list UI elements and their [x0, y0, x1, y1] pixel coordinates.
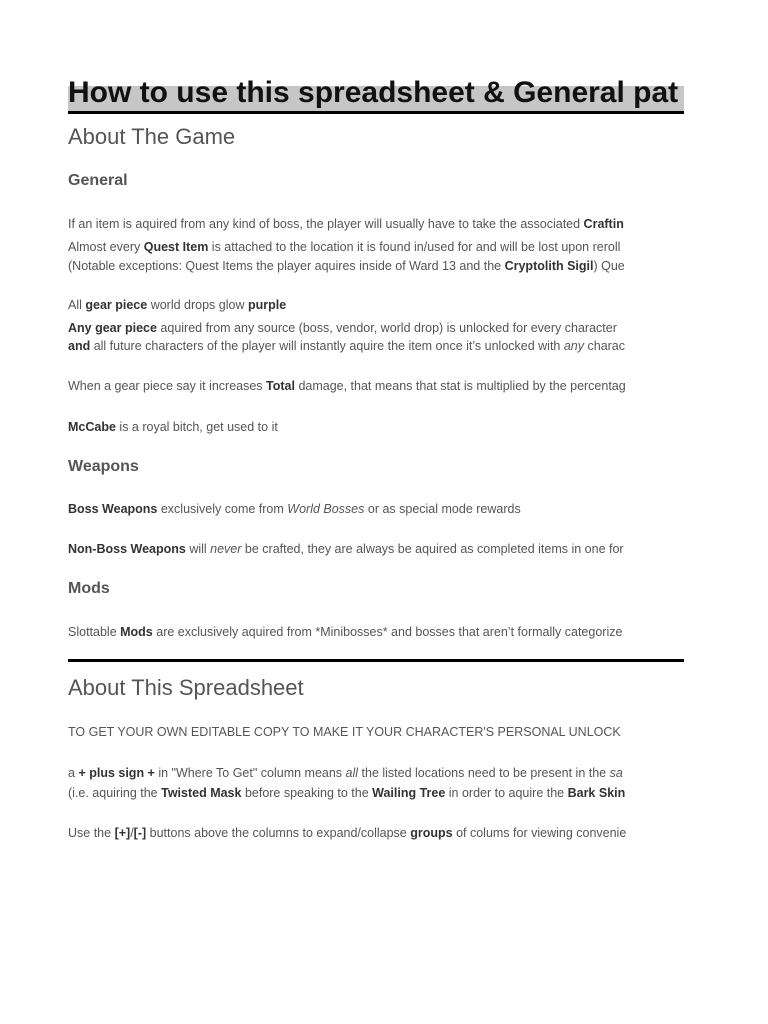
subheading-mods: Mods: [68, 580, 110, 597]
title-rule: [68, 111, 684, 114]
general-line-4-clipped: Any gear piece aquired from any source (boss, vendor, world drop) is unlocked for every character: [68, 321, 617, 335]
general-line-2: (Notable exceptions: Quest Items the player aquires inside of Ward 13 and the Cryptolith Sigil) Que: [68, 259, 625, 273]
weapons-line-1: Boss Weapons exclusively come from World Bosses or as special mode rewards: [68, 502, 521, 516]
subheading-general: General: [68, 172, 128, 189]
general-line-5: When a gear piece say it increases Total damage, that means that stat is multiplied by the percentag: [68, 379, 626, 393]
general-line-1: If an item is aquired from any kind of boss, the player will usually have to take the associated Craftin: [68, 217, 624, 231]
mods-line-1: Slottable Mods are exclusively aquired from *Minibosses* and bosses that aren’t formally categorize: [68, 625, 623, 639]
general-line-2-clipped: Almost every Quest Item is attached to the location it is found in/used for and will be lost upon reroll: [68, 240, 621, 254]
weapons-line-2: Non-Boss Weapons will never be crafted, they are always be aquired as completed items in one for: [68, 542, 624, 556]
general-line-4: and all future characters of the player will instantly aquire the item once it’s unlocked with any charac: [68, 339, 626, 353]
general-line-3: All gear piece world drops glow purple: [68, 298, 287, 312]
page-title: How to use this spreadsheet & General pat: [68, 76, 679, 109]
sheet-line-2: a + plus sign + in "Where To Get" column means all the listed locations need to be present in the sa: [68, 766, 623, 780]
general-line-6: McCabe is a royal bitch, get used to it: [68, 420, 278, 434]
section-heading-about-game: About The Game: [68, 124, 236, 149]
sheet-line-3: (i.e. aquiring the Twisted Mask before speaking to the Wailing Tree in order to aquire the Bark Skin: [68, 786, 626, 800]
document-page: [68, 0, 684, 1024]
title-banner: [68, 66, 684, 112]
section-rule: [68, 659, 684, 662]
sheet-line-4: Use the [+]/[-] buttons above the columns to expand/collapse groups of colums for viewing convenie: [68, 826, 627, 840]
sheet-line-1: TO GET YOUR OWN EDITABLE COPY TO MAKE IT YOUR CHARACTER'S PERSONAL UNLOCK: [68, 725, 621, 739]
section-heading-about-sheet: About This Spreadsheet: [68, 675, 304, 700]
subheading-weapons: Weapons: [68, 458, 139, 475]
